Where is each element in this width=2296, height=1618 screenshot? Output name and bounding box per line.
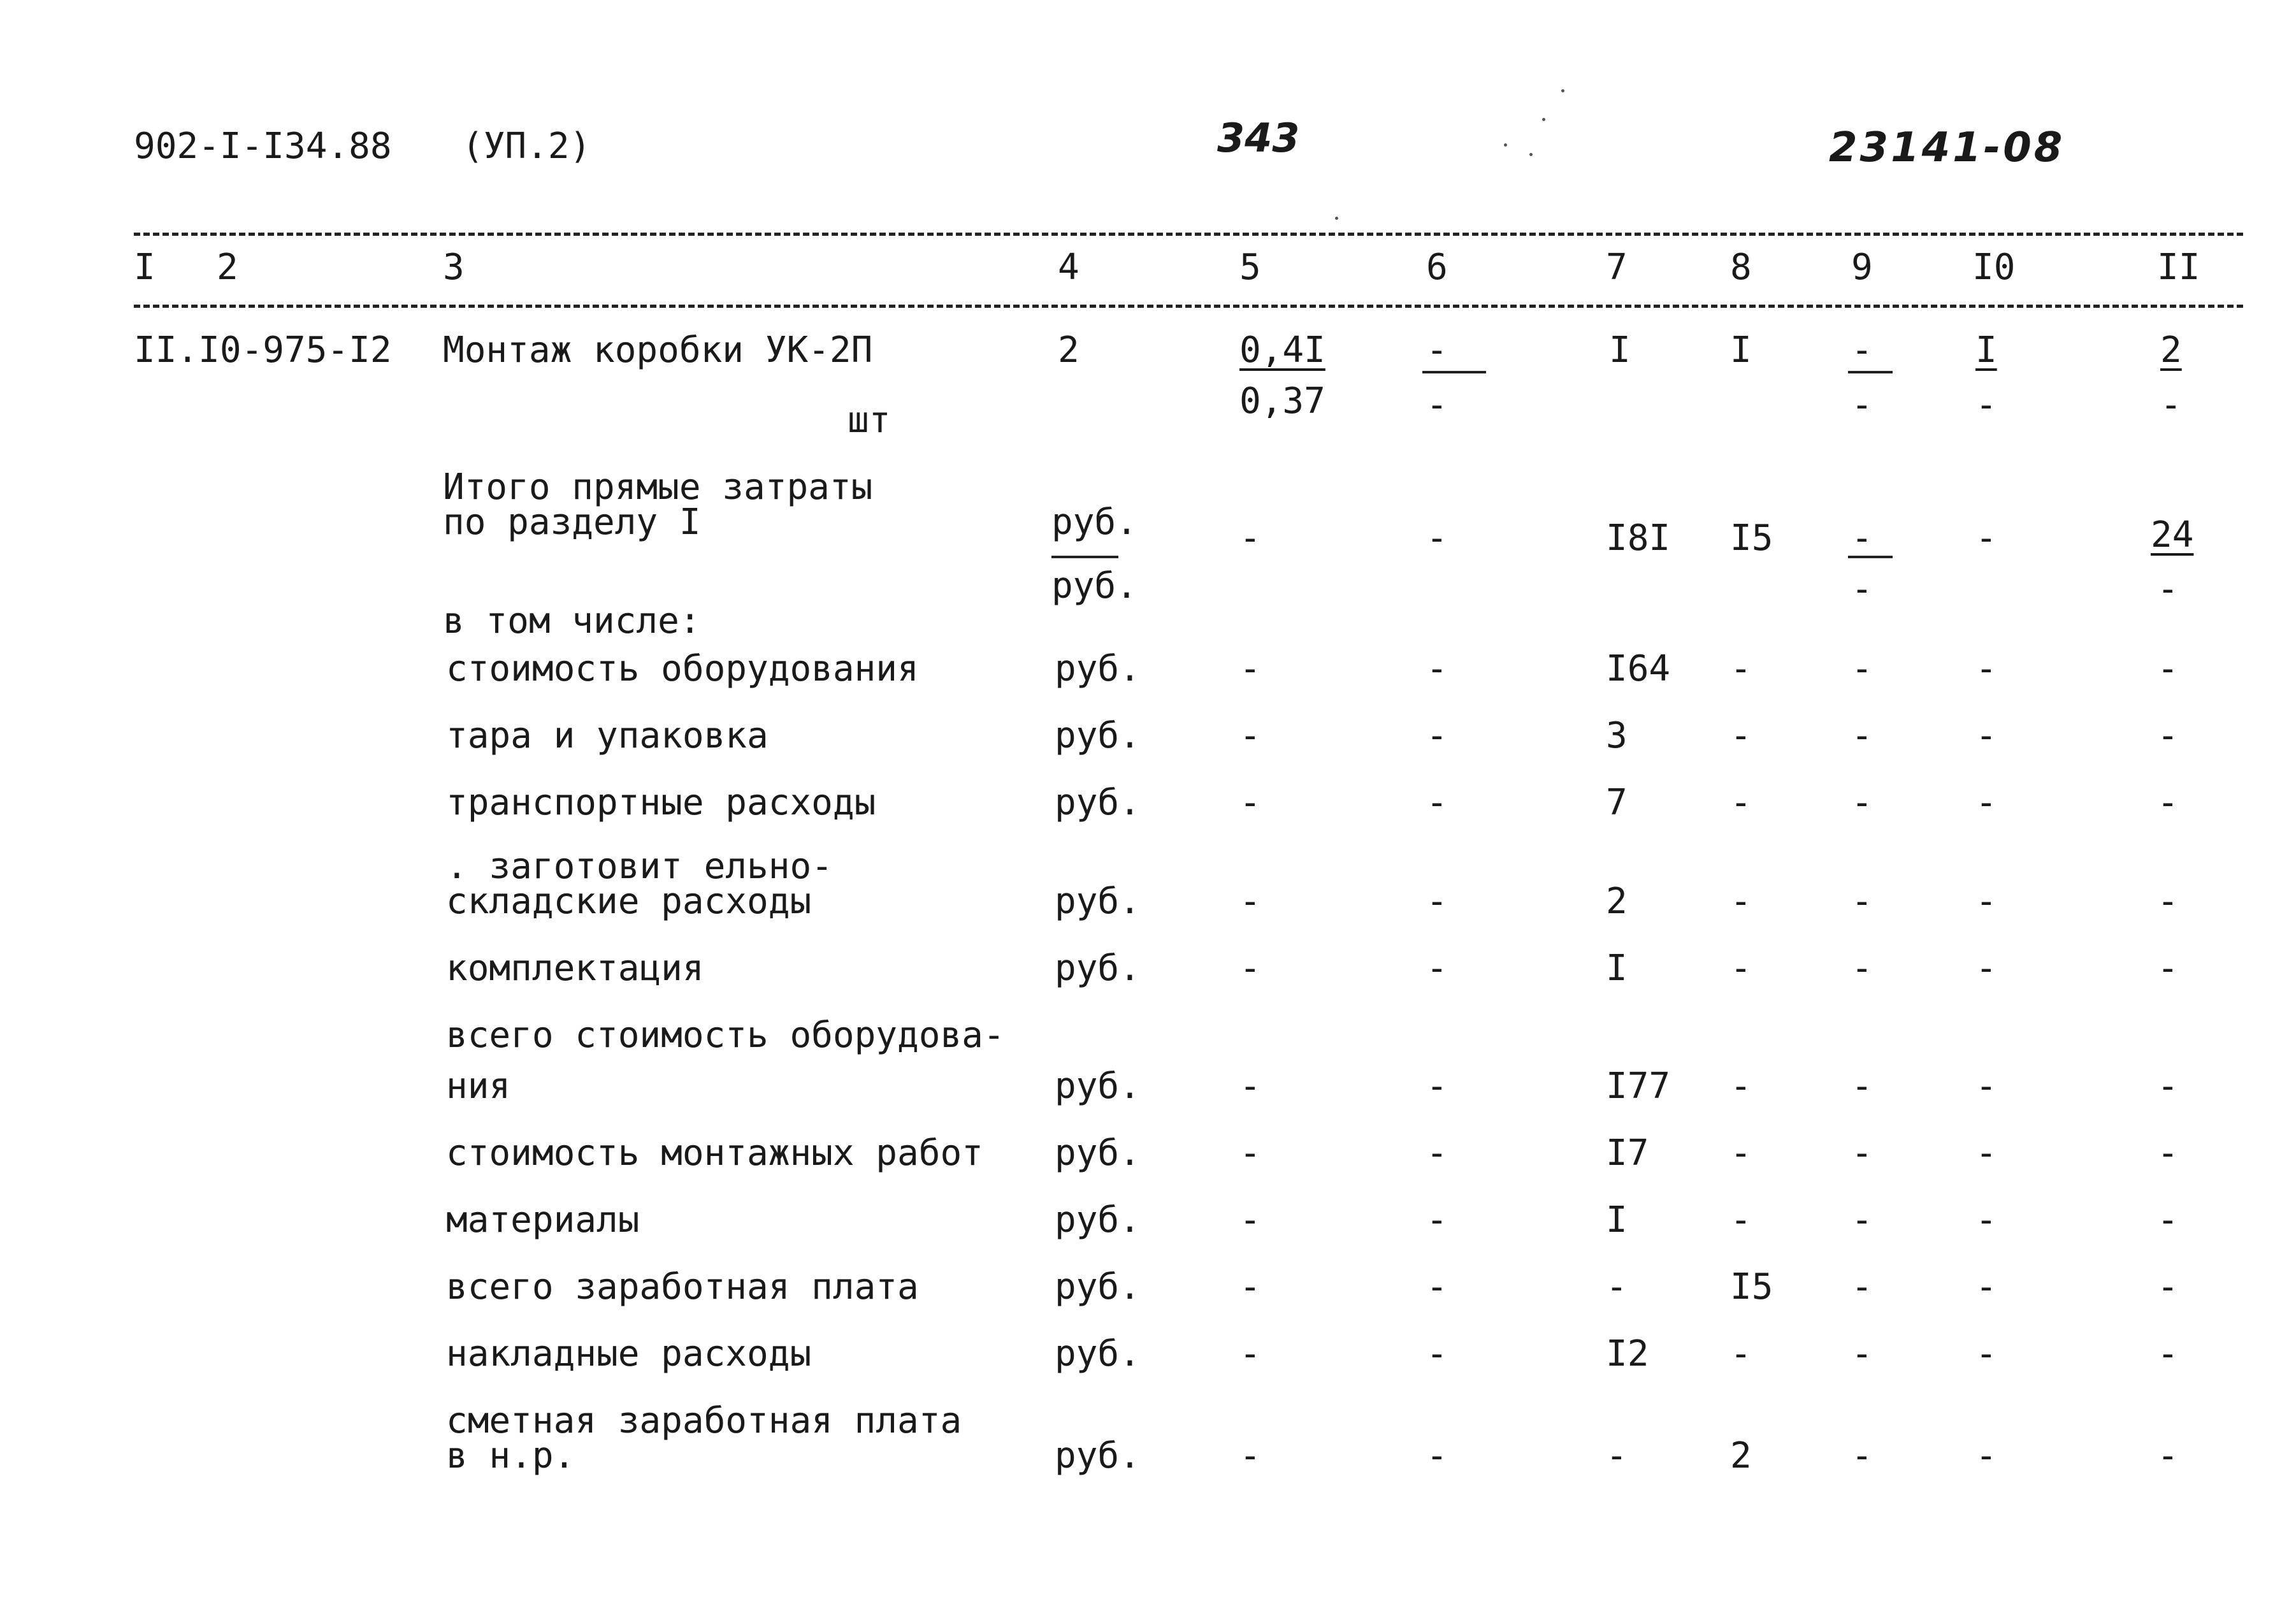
totals-c11-bottom: - (2157, 568, 2179, 610)
row-value-c11: - (2157, 715, 2179, 756)
row-unit: руб. (1055, 948, 1141, 989)
row-value-c8: - (1730, 1333, 1752, 1375)
row-unit: руб. (1055, 1132, 1141, 1174)
row-value-c5: - (1239, 1333, 1261, 1375)
item-c5-bottom: 0,37 (1239, 380, 1325, 422)
column-header-5: 5 (1239, 247, 1261, 288)
row-value-c10: - (1975, 1435, 1997, 1477)
column-header-11: II (2157, 247, 2200, 288)
fraction-bar (1051, 556, 1118, 558)
section-code: (УП.2) (462, 126, 591, 167)
item-c6-top: - (1426, 329, 1448, 371)
column-header-2: 2 (217, 247, 238, 288)
row-value-c5: - (1239, 1132, 1261, 1174)
row-label: накладные расходы (446, 1333, 812, 1375)
row-value-c6: - (1426, 648, 1448, 690)
item-c8: I (1730, 329, 1752, 371)
item-c9-bottom: - (1851, 384, 1873, 426)
row-value-c10: - (1975, 1132, 1997, 1174)
row-value-c11: - (2157, 881, 2179, 922)
column-header-10: I0 (1972, 247, 2016, 288)
row-value-c6: - (1426, 1132, 1448, 1174)
row-value-c7: I (1606, 1199, 1628, 1241)
column-header-4: 4 (1058, 247, 1079, 288)
column-header-8: 8 (1730, 247, 1752, 288)
row-value-c5: - (1239, 648, 1261, 690)
row-label: ния (446, 1065, 511, 1107)
row-value-c11: - (2157, 1065, 2179, 1107)
row-value-c5: - (1239, 1266, 1261, 1308)
row-value-c10: - (1975, 881, 1997, 922)
fraction-bar (1422, 371, 1486, 373)
header-bottom-rule (134, 305, 2243, 308)
row-value-c5: - (1239, 948, 1261, 989)
row-label: всего заработная плата (446, 1266, 919, 1308)
row-value-c11: - (2157, 1199, 2179, 1241)
row-value-c6: - (1426, 782, 1448, 823)
column-header-7: 7 (1606, 247, 1628, 288)
row-unit: руб. (1055, 1199, 1141, 1241)
row-unit: руб. (1055, 715, 1141, 756)
row-value-c10: - (1975, 715, 1997, 756)
row-value-c10: - (1975, 648, 1997, 690)
totals-label-line2: по разделу I (443, 502, 701, 543)
row-value-c7: - (1606, 1266, 1628, 1308)
row-value-c10: - (1975, 1199, 1997, 1241)
column-header-3: 3 (443, 247, 465, 288)
row-value-c8: - (1730, 648, 1752, 690)
row-value-c5: - (1239, 1435, 1261, 1477)
row-value-c10: - (1975, 782, 1997, 823)
row-value-c9: - (1851, 648, 1873, 690)
totals-c11-top: 24 (2151, 514, 2194, 556)
item-c9-top: - (1851, 329, 1873, 371)
scan-speck (1561, 89, 1564, 92)
row-value-c6: - (1426, 1333, 1448, 1375)
row-label: тара и упаковка (446, 715, 769, 756)
item-c11-top: 2 (2160, 329, 2182, 371)
totals-c6: - (1426, 517, 1448, 559)
row-label: материалы (446, 1199, 640, 1241)
page-number: 343 (1217, 115, 1300, 161)
row-value-c8: - (1730, 1132, 1752, 1174)
row-value-c7: I64 (1606, 648, 1671, 690)
row-value-c6: - (1426, 715, 1448, 756)
including-label: в том числе: (443, 600, 701, 642)
totals-label-line1: Итого прямые затраты (443, 466, 873, 508)
row-value-c10: - (1975, 1266, 1997, 1308)
item-c6-bottom: - (1426, 384, 1448, 426)
row-value-c8: - (1730, 1065, 1752, 1107)
row-label: всего стоимость оборудова- (446, 1015, 1005, 1056)
row-label: в н.р. (446, 1435, 575, 1477)
row-value-c8: - (1730, 782, 1752, 823)
totals-c9-top: - (1851, 517, 1873, 559)
row-value-c10: - (1975, 948, 1997, 989)
item-c10-top: I (1975, 329, 1997, 371)
item-name: Монтаж коробки УК-2П (443, 329, 873, 371)
row-value-c9: - (1851, 782, 1873, 823)
row-value-c9: - (1851, 1199, 1873, 1241)
row-value-c5: - (1239, 715, 1261, 756)
row-value-c5: - (1239, 782, 1261, 823)
row-label: . заготовит ельно- (446, 846, 833, 887)
totals-c5: - (1239, 517, 1261, 559)
row-value-c7: I2 (1606, 1333, 1649, 1375)
item-code: II.I0-975-I2 (134, 329, 392, 371)
row-value-c5: - (1239, 881, 1261, 922)
row-value-c7: 2 (1606, 881, 1628, 922)
fraction-bar (1848, 371, 1893, 373)
row-unit: руб. (1055, 648, 1141, 690)
row-value-c7: I77 (1606, 1065, 1671, 1107)
row-value-c7: 7 (1606, 782, 1628, 823)
item-c10-bottom: - (1975, 384, 1997, 426)
totals-c9-bottom: - (1851, 568, 1873, 610)
scan-speck (1529, 153, 1533, 156)
item-qty: 2 (1058, 329, 1079, 371)
row-label: стоимость оборудования (446, 648, 919, 690)
row-value-c10: - (1975, 1333, 1997, 1375)
row-value-c5: - (1239, 1065, 1261, 1107)
row-value-c11: - (2157, 648, 2179, 690)
column-header-6: 6 (1426, 247, 1448, 288)
totals-c7: I8I (1606, 517, 1671, 559)
column-header-1: I (134, 247, 155, 288)
row-unit: руб. (1055, 1435, 1141, 1477)
row-value-c9: - (1851, 1333, 1873, 1375)
totals-c10: - (1975, 517, 1997, 559)
row-value-c7: I (1606, 948, 1628, 989)
row-value-c8: - (1730, 881, 1752, 922)
scan-speck (1504, 143, 1507, 147)
row-value-c6: - (1426, 881, 1448, 922)
row-value-c6: - (1426, 1065, 1448, 1107)
totals-c8: I5 (1730, 517, 1773, 559)
row-value-c8: I5 (1730, 1266, 1773, 1308)
totals-unit-bottom: руб. (1051, 565, 1137, 607)
row-value-c10: - (1975, 1065, 1997, 1107)
row-unit: руб. (1055, 1266, 1141, 1308)
row-unit: руб. (1055, 881, 1141, 922)
row-value-c6: - (1426, 1435, 1448, 1477)
row-value-c5: - (1239, 1199, 1261, 1241)
row-value-c6: - (1426, 1266, 1448, 1308)
row-value-c11: - (2157, 1132, 2179, 1174)
row-value-c7: - (1606, 1435, 1628, 1477)
item-c11-bottom: - (2160, 384, 2182, 426)
row-label: комплектация (446, 948, 704, 989)
row-value-c7: I7 (1606, 1132, 1649, 1174)
totals-unit-top: руб. (1051, 502, 1137, 543)
row-value-c11: - (2157, 1266, 2179, 1308)
row-unit: руб. (1055, 1065, 1141, 1107)
row-label: сметная заработная плата (446, 1400, 962, 1441)
item-unit: шт (848, 400, 891, 441)
row-value-c9: - (1851, 1132, 1873, 1174)
fraction-bar (1848, 556, 1893, 558)
document-code: 902-I-I34.88 (134, 126, 392, 167)
item-c7: I (1609, 329, 1631, 371)
item-c5-top: 0,4I (1239, 329, 1325, 371)
row-unit: руб. (1055, 1333, 1141, 1375)
row-value-c6: - (1426, 1199, 1448, 1241)
row-unit: руб. (1055, 782, 1141, 823)
row-value-c8: - (1730, 948, 1752, 989)
row-value-c11: - (2157, 1435, 2179, 1477)
row-value-c9: - (1851, 1065, 1873, 1107)
row-value-c11: - (2157, 782, 2179, 823)
row-value-c9: - (1851, 881, 1873, 922)
scan-speck (1335, 217, 1338, 220)
row-value-c9: - (1851, 1435, 1873, 1477)
row-label: транспортные расходы (446, 782, 876, 823)
sheet-number: 23141-08 (1829, 124, 2065, 171)
row-value-c7: 3 (1606, 715, 1628, 756)
row-value-c11: - (2157, 1333, 2179, 1375)
row-value-c9: - (1851, 948, 1873, 989)
row-value-c8: - (1730, 1199, 1752, 1241)
row-value-c8: 2 (1730, 1435, 1752, 1477)
scan-speck (1542, 118, 1545, 121)
row-label: складские расходы (446, 881, 812, 922)
row-label: стоимость монтажных работ (446, 1132, 983, 1174)
header-top-rule (134, 233, 2243, 236)
row-value-c9: - (1851, 1266, 1873, 1308)
row-value-c9: - (1851, 715, 1873, 756)
row-value-c6: - (1426, 948, 1448, 989)
column-header-9: 9 (1851, 247, 1873, 288)
row-value-c11: - (2157, 948, 2179, 989)
row-value-c8: - (1730, 715, 1752, 756)
